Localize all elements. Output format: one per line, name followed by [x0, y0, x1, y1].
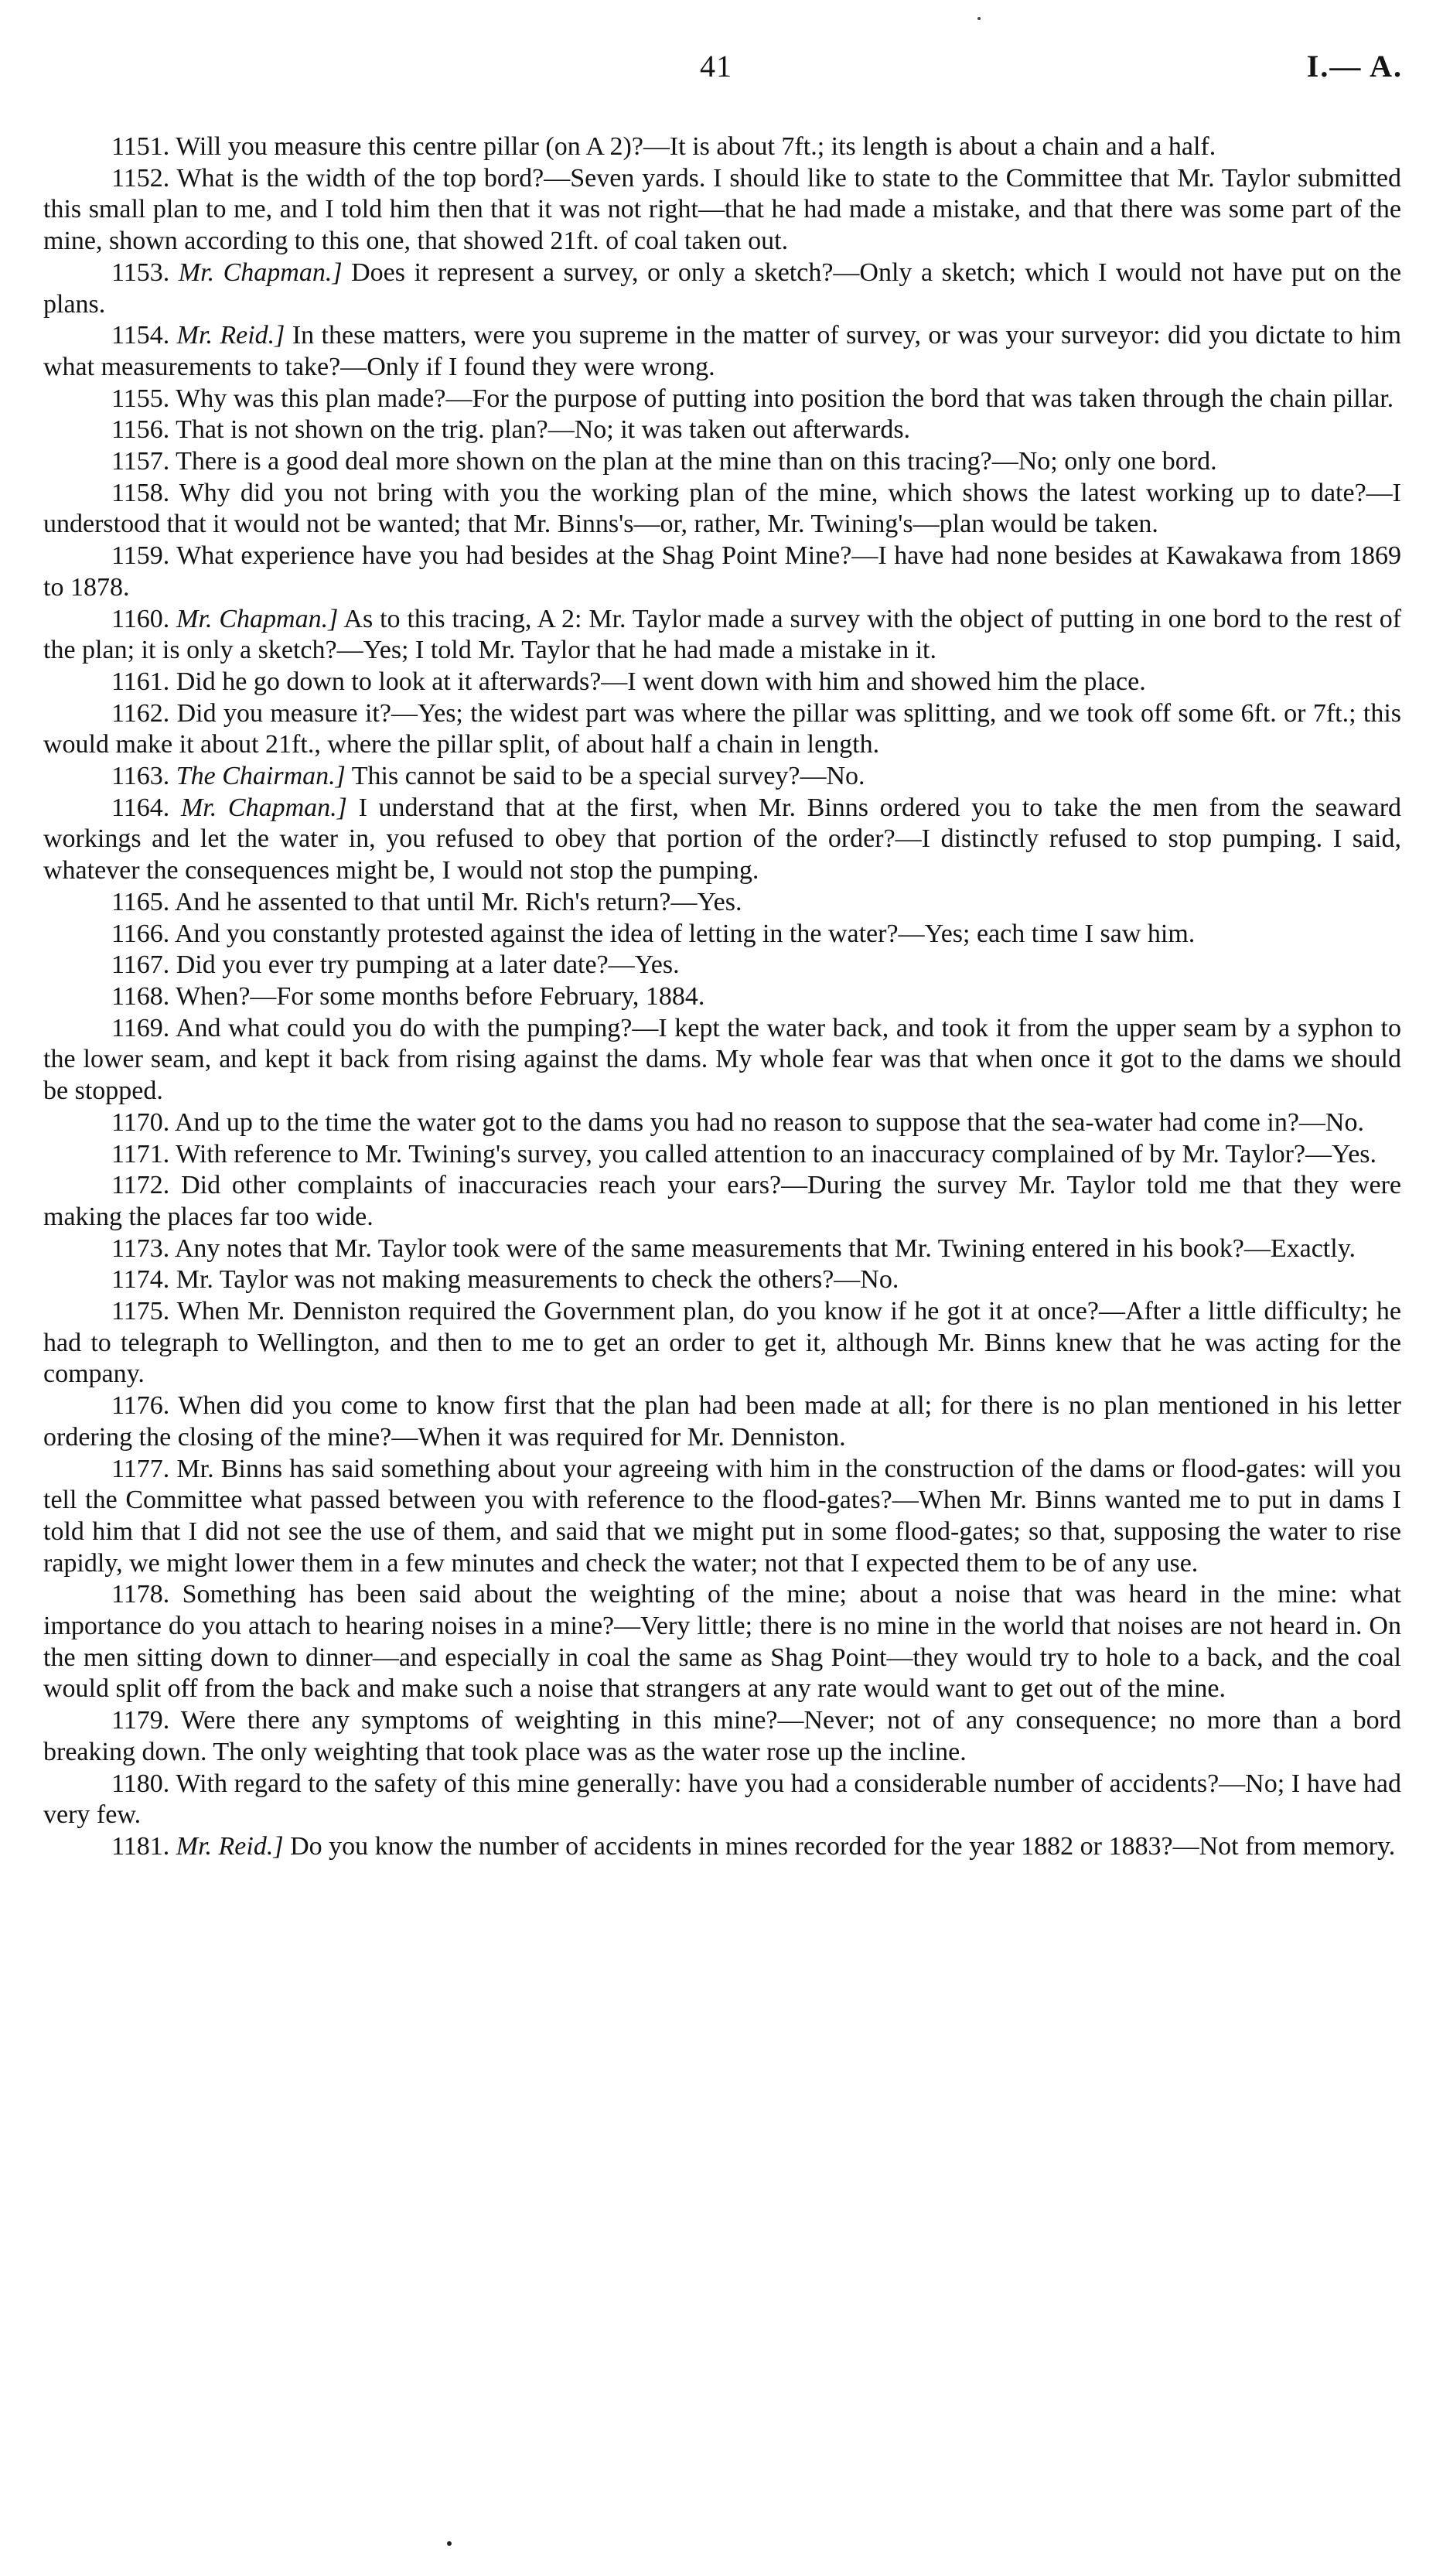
question-paragraph [43, 1139, 1401, 1171]
question-text: There is a good deal more shown on the plan at the mine than on this tracing?—No; only one bord. [176, 447, 1217, 476]
question-number: 1165. [111, 887, 170, 916]
speaker-label: The Chairman.] [176, 762, 346, 791]
question-text: When did you come to know first that the plan had been made at all; for there is no plan mentioned in his letter ordering the closing of the mine?—When it was required for Mr. Denniston. [43, 1391, 1401, 1452]
question-paragraph [43, 1705, 1401, 1768]
question-number: 1178. [111, 1580, 170, 1609]
question-text: When Mr. Denniston required the Government plan, do you know if he got it at once?—After a little difficulty; he had to telegraph to Wellington, and then to me to get an order to get it, although Mr. Binns knew that he was acting for the company. [43, 1297, 1401, 1389]
question-text: Mr. Binns has said something about your agreeing with him in the construction of the dams or flood-gates: will you tell the Committee what passed between you with reference to the flood-gates?—When Mr. Binns wanted me to put in dams I told him that I did not see the use of them, and said that we might put in some flood-gates; so that, supposing the water to rise rapidly, we might lower them in a few minutes and check the water; not that I expected them to be of any use. [43, 1454, 1402, 1578]
question-text: Were there any symptoms of weighting in this mine?—Never; not of any consequence; no more than a bord breaking down. The only weighting that took place was as the water rose up the incline. [43, 1706, 1401, 1766]
footer-dot [447, 2541, 452, 2546]
question-text: That is not shown on the trig. plan?—No; it was taken out afterwards. [176, 415, 911, 445]
question-text: As to this tracing, A 2: Mr. Taylor made a survey with the object of putting in one bord to the rest of the plan; it is only a sketch?—Yes; I told Mr. Taylor that he had made a mistake in it. [43, 604, 1402, 665]
question-paragraph [43, 1390, 1401, 1453]
question-text: I understand that at the first, when Mr. Binns ordered you to take the men from the seaward workings and let the water in, you refused to obey that portion of the order?—I distinctly refused to stop pumping. I said, whatever the consequences might be, I would not stop the pumping. [43, 793, 1402, 885]
question-paragraph [43, 1831, 1401, 1863]
question-paragraph [43, 1579, 1401, 1705]
question-paragraph [43, 131, 1401, 163]
question-number: 1167. [111, 950, 170, 980]
page-number: 41 [700, 49, 732, 84]
question-text: And what could you do with the pumping?—I kept the water back, and took it from the upper seam by a syphon to the lower seam, and kept it back from rising against the dams. My whole fear was that when once it got to the dams we should be stopped. [43, 1013, 1401, 1106]
question-paragraph [43, 1769, 1401, 1831]
question-number: 1172. [111, 1171, 170, 1200]
question-text: What experience have you had besides at the Shag Point Mine?—I have had none besides at Kawakawa from 1869 to 1878. [43, 541, 1401, 602]
question-paragraph [43, 1170, 1401, 1233]
question-number: 1161. [111, 667, 170, 696]
speaker-label: Mr. Chapman.] [178, 258, 343, 287]
question-paragraph [43, 887, 1401, 919]
question-paragraph [43, 1454, 1401, 1580]
question-paragraph [43, 950, 1401, 981]
question-number: 1181. [111, 1831, 170, 1861]
question-paragraph [43, 446, 1401, 478]
speck-mark [977, 17, 981, 20]
question-number: 1177. [111, 1454, 170, 1483]
question-paragraph [43, 1296, 1401, 1390]
question-text: Does it represent a survey, or only a sketch?—Only a sketch; which I would not have put on the plans. [43, 258, 1402, 319]
question-text: And he assented to that until Mr. Rich's return?—Yes. [174, 887, 742, 916]
question-paragraph [43, 258, 1401, 320]
question-paragraph [43, 919, 1401, 950]
question-paragraph [43, 541, 1401, 603]
question-text: Why was this plan made?—For the purpose of putting into position the bord that was taken through the chain pillar. [176, 384, 1394, 413]
question-text: What is the width of the top bord?—Seven yards. I should like to state to the Committee that Mr. Taylor submitted this small plan to me, and I told him then that it was not right—that he had made a mistake, and that there was some part of the mine, shown according to this one, that showed 21ft. of coal taken out. [43, 163, 1401, 256]
question-paragraph [43, 604, 1401, 667]
question-number: 1173. [111, 1233, 170, 1263]
question-number: 1154. [111, 321, 170, 350]
question-paragraph [43, 1107, 1401, 1139]
question-number: 1168. [111, 981, 170, 1011]
question-text: Mr. Taylor was not making measurements to check the others?—No. [176, 1265, 899, 1295]
question-paragraph [43, 1233, 1401, 1265]
question-number: 1159. [111, 541, 170, 571]
question-text: Something has been said about the weighting of the mine; about a noise that was heard in the mine: what importance do you attach to hearing noises in a mine?—Very little; there is no mine in the world that noises are not heard in. On the men sitting down to dinner—and especially in coal the same as Shag Point—they would try to hole to a back, and the coal would split off from the back and make such a noise that strangers at any rate would want to get out of the mine. [43, 1580, 1402, 1704]
question-text: In these matters, were you supreme in the matter of survey, or was your surveyor: did you dictate to him what measurements to take?—Only if I found they were wrong. [43, 321, 1402, 381]
speaker-label: Mr. Chapman.] [180, 793, 347, 822]
speaker-label: Mr. Reid.] [176, 1831, 284, 1861]
question-text: Why did you not bring with you the working plan of the mine, which shows the latest working up to date?—I understood that it would not be wanted; that Mr. Binns's—or, rather, Mr. Twining's—plan would be taken. [43, 478, 1401, 539]
question-number: 1171. [111, 1139, 170, 1169]
question-number: 1175. [111, 1297, 170, 1326]
speaker-label: Mr. Chapman.] [176, 604, 339, 633]
question-paragraph [43, 384, 1401, 415]
question-text: With regard to the safety of this mine generally: have you had a considerable number of accidents?—No; I have had very few. [43, 1769, 1401, 1830]
question-number: 1166. [111, 919, 170, 948]
question-number: 1162. [111, 698, 170, 728]
speaker-label: Mr. Reid.] [176, 321, 285, 350]
question-number: 1170. [111, 1107, 170, 1137]
question-paragraph [43, 981, 1401, 1013]
question-number: 1156. [111, 415, 170, 445]
question-number: 1174. [111, 1265, 170, 1295]
question-text: Did other complaints of inaccuracies reach your ears?—During the survey Mr. Taylor told me that they were making the places far too wide. [43, 1171, 1401, 1231]
question-text: With reference to Mr. Twining's survey, you called attention to an inaccuracy complained of by Mr. Taylor?—Yes. [176, 1139, 1377, 1169]
question-paragraph [43, 793, 1401, 887]
series-mark: I.— A. [1306, 49, 1403, 84]
question-number: 1155. [111, 384, 170, 413]
question-paragraph [43, 320, 1401, 383]
question-text: Any notes that Mr. Taylor took were of the same measurements that Mr. Twining entered in his book?—Exactly. [174, 1233, 1356, 1263]
question-text: Did you measure it?—Yes; the widest part was where the pillar was splitting, and we took off some 6ft. or 7ft.; this would make it about 21ft., where the pillar split, of about half a chain in length. [43, 698, 1402, 759]
question-number: 1153. [111, 258, 170, 287]
question-paragraph [43, 1264, 1401, 1296]
question-number: 1160. [111, 604, 170, 633]
question-paragraph [43, 478, 1401, 541]
question-number: 1157. [111, 447, 170, 476]
evidence-body [43, 131, 1401, 1863]
question-number: 1152. [111, 163, 170, 193]
question-text: Did he go down to look at it afterwards?—I went down with him and showed him the place. [176, 667, 1146, 696]
question-number: 1151. [111, 132, 170, 161]
question-number: 1158. [111, 478, 170, 507]
question-number: 1163. [111, 762, 170, 791]
question-text: And you constantly protested against the idea of letting in the water?—Yes; each time I saw him. [174, 919, 1196, 948]
question-text: And up to the time the water got to the dams you had no reason to suppose that the sea-water had come in?—No. [174, 1107, 1364, 1137]
question-text: Do you know the number of accidents in mines recorded for the year 1882 or 1883?—Not from memory. [290, 1831, 1396, 1861]
question-text: Did you ever try pumping at a later date?—Yes. [176, 950, 680, 980]
question-number: 1179. [111, 1706, 170, 1735]
question-paragraph [43, 415, 1401, 446]
question-paragraph [43, 761, 1401, 793]
question-number: 1176. [111, 1391, 170, 1421]
question-text: When?—For some months before February, 1884. [176, 981, 705, 1011]
question-paragraph [43, 667, 1401, 698]
question-text: Will you measure this centre pillar (on A 2)?—It is about 7ft.; its length is about a chain and a half. [176, 132, 1216, 161]
page-header [0, 48, 1443, 94]
question-paragraph [43, 1013, 1401, 1107]
question-number: 1180. [111, 1769, 170, 1798]
question-number: 1164. [111, 793, 170, 822]
question-text: This cannot be said to be a special survey?—No. [351, 762, 865, 791]
question-number: 1169. [111, 1013, 170, 1042]
question-paragraph [43, 698, 1401, 761]
question-paragraph [43, 163, 1401, 258]
